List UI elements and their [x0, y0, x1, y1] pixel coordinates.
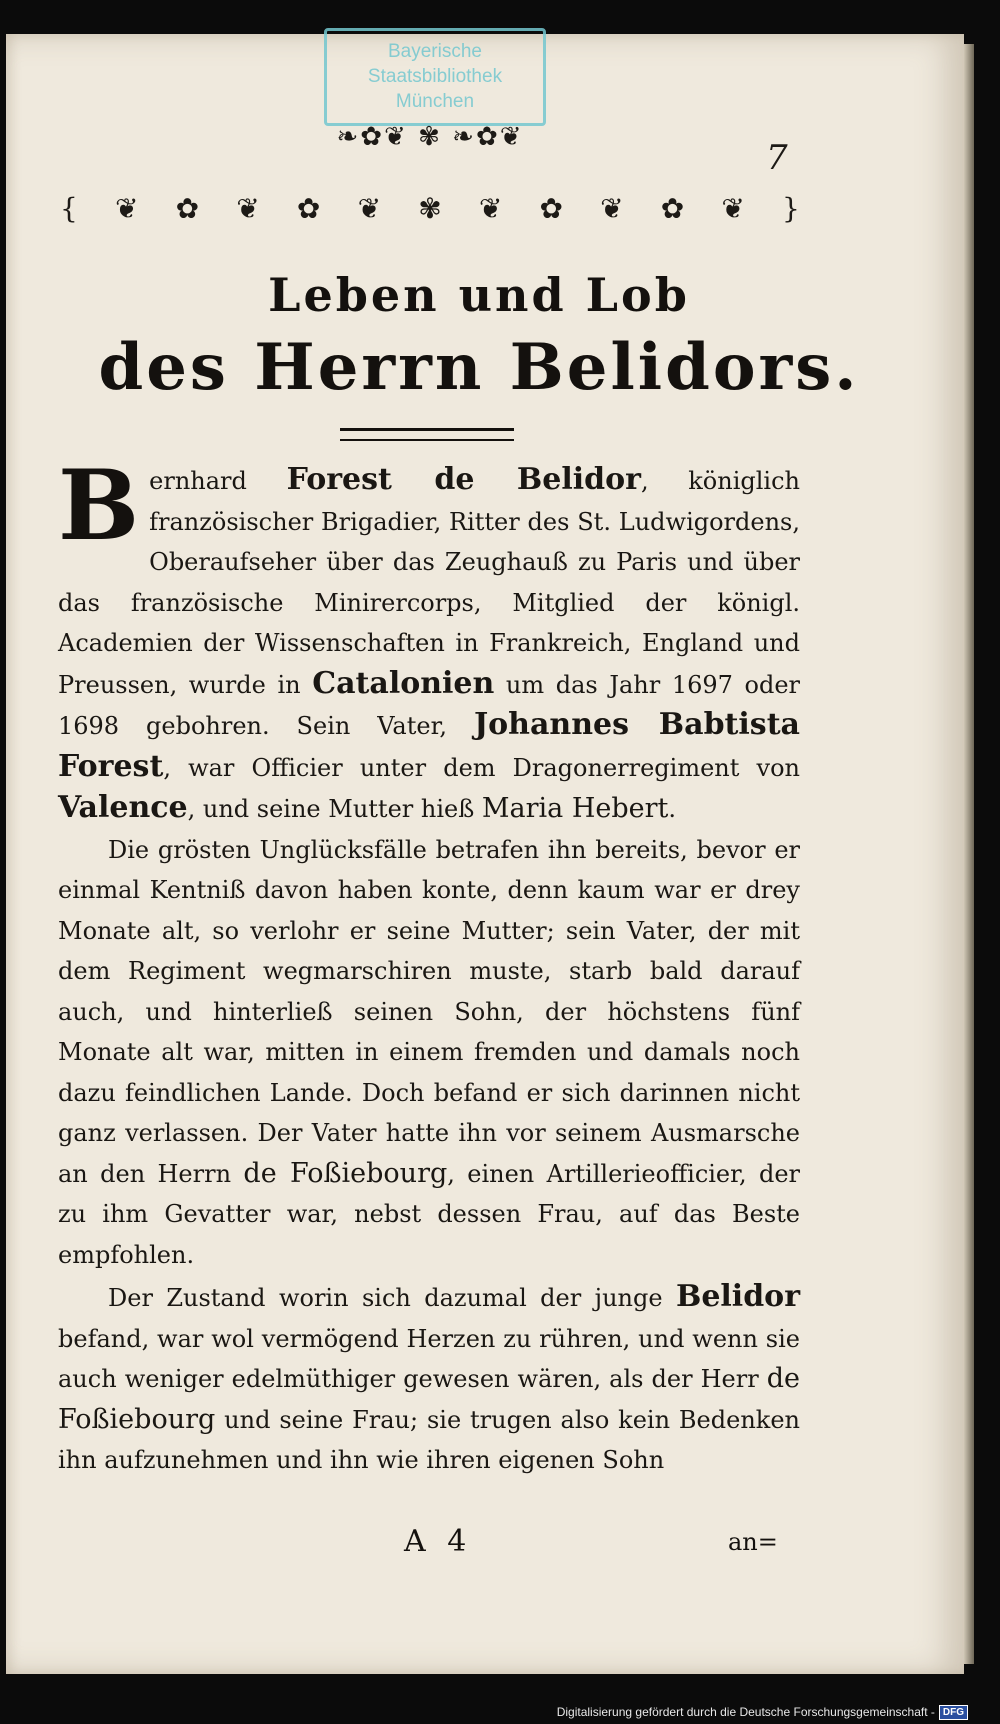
- person-name: Maria Hebert: [481, 793, 669, 824]
- chapter-title-line-1: Leben und Lob: [268, 268, 690, 322]
- stamp-line-2: Staatsbibliothek: [367, 66, 503, 87]
- text-run: um das Jahr 1697 oder 1698 gebohren. Sein Vater,: [58, 670, 800, 740]
- page-number: 7: [766, 138, 788, 178]
- person-name: de Foßiebourg: [243, 1157, 448, 1189]
- ornament-glyph: ❦: [236, 191, 260, 225]
- chapter-title-line-2: des Herrn Belidors.: [98, 330, 860, 405]
- ornament-glyph: ✿: [296, 191, 321, 225]
- text-run: , war Officier unter dem Dragonerregiment von: [163, 753, 800, 782]
- text-run: .: [668, 795, 677, 823]
- ornament-glyph: }: [782, 191, 800, 225]
- text-run: ernhard: [149, 467, 287, 495]
- page-edge: [964, 44, 974, 1664]
- ornament-glyph: ❦: [115, 191, 139, 225]
- credit-text: Digitalisierung gefördert durch die Deutsche Forschungsgemeinschaft -: [556, 1705, 935, 1719]
- digitization-credit: [557, 1702, 968, 1722]
- text-run: Der Zustand worin sich dazumal der junge: [108, 1284, 676, 1312]
- text-run: , einen Artillerieofficier, der zu ihm Gevatter war, nebst dessen Frau, auf das Beste empfohlen.: [58, 1159, 800, 1269]
- text-run: und seine Frau; sie trugen also kein Bedenken ihn aufzunehmen und ihn wie ihren eigenen Sohn: [58, 1405, 800, 1474]
- text-run: , und seine Mutter hieß: [187, 795, 482, 823]
- place-name: Catalonien: [312, 665, 495, 701]
- paragraph-3: [58, 1277, 800, 1481]
- ornament-band: [60, 188, 800, 228]
- ornament-glyph: ❦: [600, 191, 624, 225]
- top-ornament: ❧✿❦ ✾ ❧✿❦: [336, 122, 524, 152]
- paragraph-2: [58, 830, 800, 1276]
- person-name: de Foßiebourg: [58, 1363, 800, 1435]
- person-name: Forest de Belidor: [286, 462, 641, 497]
- ornament-glyph: {: [60, 191, 78, 225]
- ornament-glyph: ✿: [539, 191, 563, 225]
- title-rule: [340, 428, 514, 441]
- text-run: , königlich französischer Brigadier, Ritter des St. Ludwigordens, Oberaufseher über das Zeughauß zu Paris und über das französische Minirercorps, Mitglied der königl. Academien der Wissenschaften in Frankreich, England und Preussen, wurde in: [58, 467, 800, 699]
- catchword: an=: [728, 1528, 778, 1556]
- person-name: Johannes Babtista Forest: [58, 707, 800, 784]
- ornament-glyph: ❦: [721, 191, 745, 225]
- stamp-line-1: Bayerische: [388, 41, 482, 62]
- text-run: Die grösten Unglücksfälle betrafen ihn bereits, bevor er einmal Kentniß davon haben konte, denn kaum war er drey Monate alt, so verlohr er seine Mutter; sein Vater, der mit dem Regiment wegmarschiren muste, starb bald darauf auch, und hinterließ seinen Sohn, der höchstens fünf Monate alt war, mitten in einem fremden und damals noch dazu feindlichen Lande. Doch befand er sich darinnen nicht ganz verlassen. Der Vater hatte ihn vor seinem Ausmarsche an den Herrn: [58, 835, 800, 1188]
- place-name: Valence: [58, 790, 188, 825]
- text-run: befand, war wol vermögend Herzen zu rühren, und wenn sie auch weniger edelmüthiger gewesen wären, als der Herr: [58, 1324, 800, 1393]
- paragraph-1: [58, 449, 800, 830]
- library-stamp: [324, 28, 546, 126]
- ornament-glyph: ❦: [478, 191, 503, 225]
- ornament-glyph: ✿: [175, 191, 200, 225]
- person-name: Belidor: [675, 1279, 800, 1314]
- drop-cap: B: [58, 449, 140, 562]
- ornament-glyph: ❦: [357, 191, 382, 225]
- dfg-logo: DFG: [939, 1705, 968, 1720]
- stamp-line-3: München: [395, 91, 475, 112]
- body-text: [58, 449, 800, 1481]
- signature-mark: A 4: [404, 1524, 473, 1559]
- ornament-glyph: ✾: [418, 191, 442, 225]
- ornament-glyph: ✿: [660, 191, 685, 225]
